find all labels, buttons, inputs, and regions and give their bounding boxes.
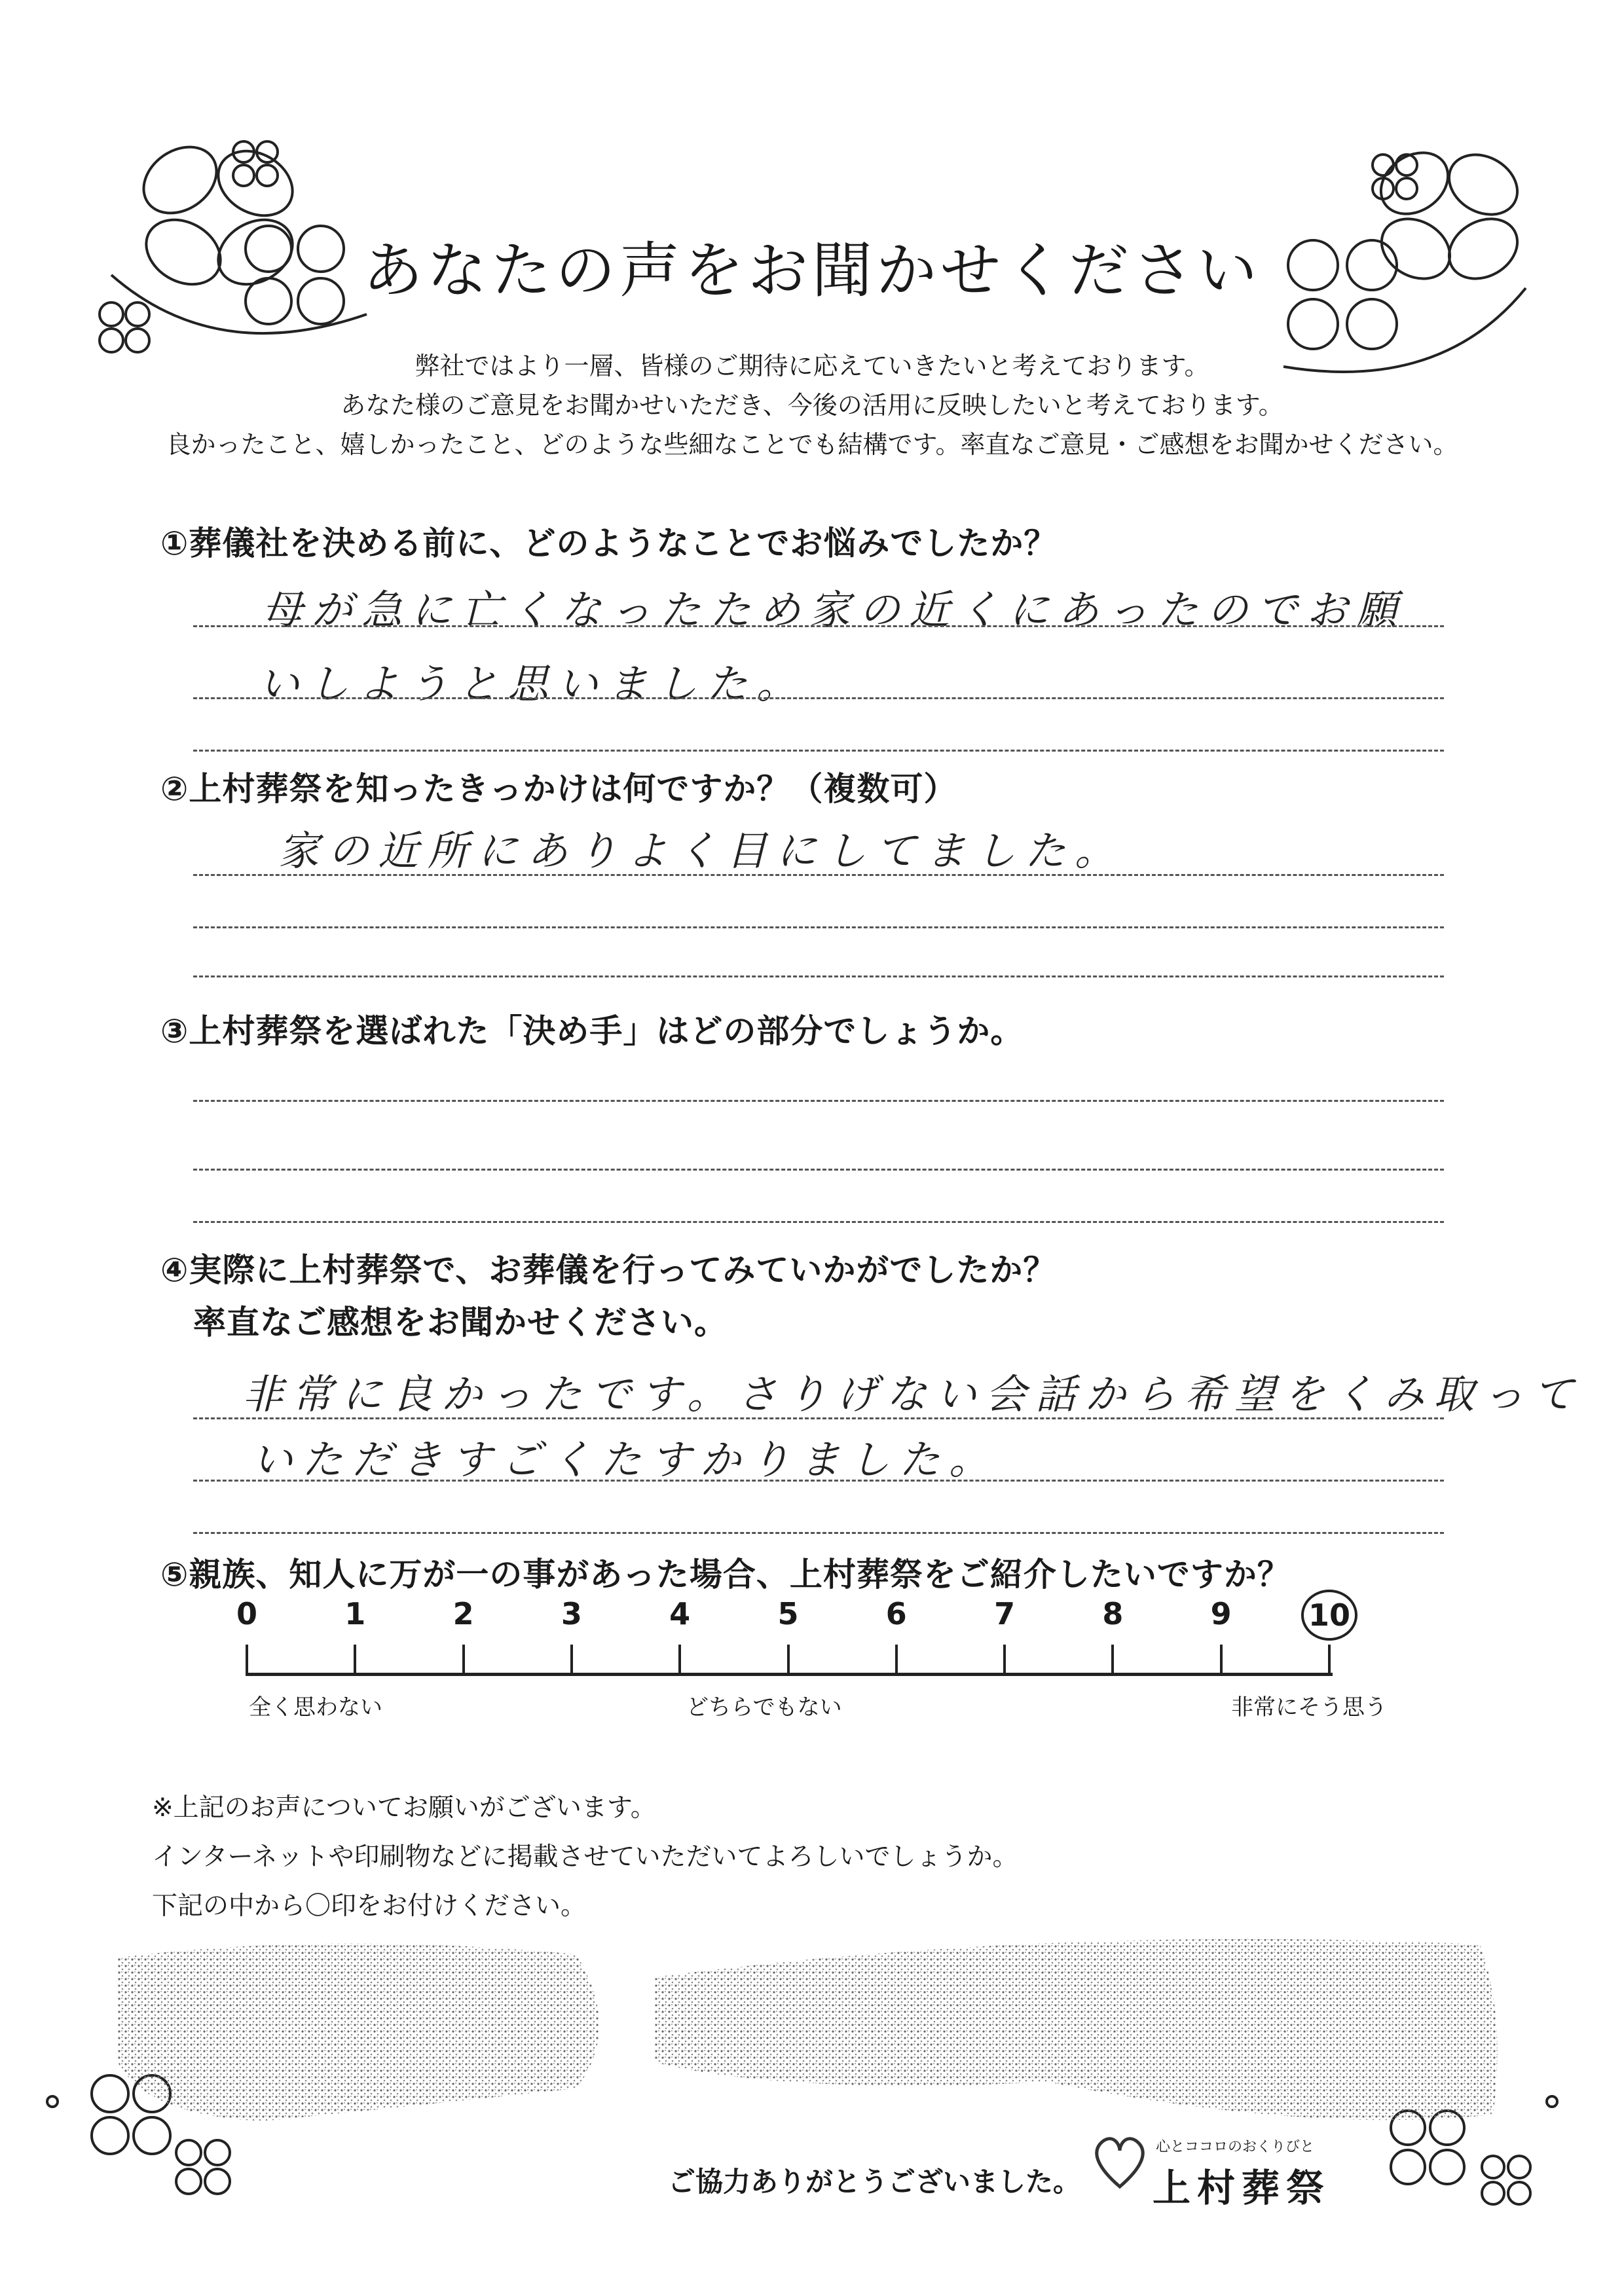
scale-number-7[interactable]: 7 [994,1596,1016,1631]
answer-line [193,1532,1444,1534]
scale-label-mid: どちらでもない [686,1694,842,1721]
scale-label-high: 非常にそう思う [1231,1694,1387,1721]
scale-number-10[interactable]: 10 [1301,1590,1357,1641]
scale-number-4[interactable]: 4 [669,1596,691,1631]
question-5-label: ⑤親族、知人に万が一の事があった場合、上村葬祭をご紹介したいですか？ [160,1556,1291,1594]
scale-number-1[interactable]: 1 [344,1596,366,1631]
heart-icon [1090,2128,1149,2193]
question-3-label: ③上村葬祭を選ばれた「決め手」はどの部分でしょうか。 [160,1012,1024,1050]
intro-line: あなた様のご意見をお聞かせいただき、今後の活用に反映したいと考えております。 [341,391,1283,420]
question-1-answer: 母が急に亡くなったため家の近くにあったのでお願 [262,586,1407,634]
question-4-answer: 非常に良かったです。さりげない会話から希望をくみ取って [242,1370,1583,1418]
scale-number-8[interactable]: 8 [1102,1596,1124,1631]
scale-number-5[interactable]: 5 [777,1596,799,1631]
scale-label-low: 全く思わない [249,1694,382,1721]
logo-tagline: 心とココロのおくりびと [1156,2139,1315,2155]
note-line: ※上記のお声についてお願いがございます。 [152,1793,656,1823]
intro-line: 弊社ではより一層、皆様のご期待に応えていきたいと考えております。 [415,352,1209,380]
question-2-label: ②上村葬祭を知ったきっかけは何ですか？（複数可） [160,770,957,808]
logo-name: 上村葬祭 [1153,2166,1331,2210]
question-2-answer: 家の近所にありよく目にしてました。 [278,827,1125,875]
question-1-answer: いしようと思いました。 [259,660,807,708]
scale-number-3[interactable]: 3 [561,1596,582,1631]
answer-line [193,1480,1444,1482]
answer-line [193,1100,1444,1102]
thanks-text: ご協力ありがとうございました。 [668,2166,1081,2198]
answer-line [193,697,1444,699]
answer-line [193,926,1444,928]
note-line: インターネットや印刷物などに掲載させていただいてよろしいでしょうか。 [152,1842,1018,1872]
answer-line [193,874,1444,876]
question-4-label-line2: 率直なご感想をお聞かせください。 [193,1303,728,1341]
answer-line [193,625,1444,627]
scale-number-9[interactable]: 9 [1210,1596,1232,1631]
question-1-label: ①葬儀社を決める前に、どのようなことでお悩みでしたか？ [160,524,1058,562]
note-line: 下記の中から〇印をお付けください。 [152,1891,587,1921]
scale-number-0[interactable]: 0 [236,1596,257,1631]
answer-line [193,1221,1444,1223]
answer-line [193,750,1444,752]
answer-line [193,1169,1444,1171]
scale-number-6[interactable]: 6 [885,1596,907,1631]
answer-line [193,975,1444,977]
scale-number-2[interactable]: 2 [452,1596,474,1631]
question-4-label: ④実際に上村葬祭で、お葬儀を行ってみていかがでしたか？ [160,1251,1057,1289]
page-title: あなたの声をお聞かせください [362,236,1261,306]
question-4-answer: いただきすごくたすかりました。 [252,1436,999,1484]
intro-line: 良かったこと、嬉しかったこと、どのような些細なことでも結構です。率直なご意見・ご感想をお聞かせください。 [166,430,1458,459]
answer-line [193,1417,1444,1419]
